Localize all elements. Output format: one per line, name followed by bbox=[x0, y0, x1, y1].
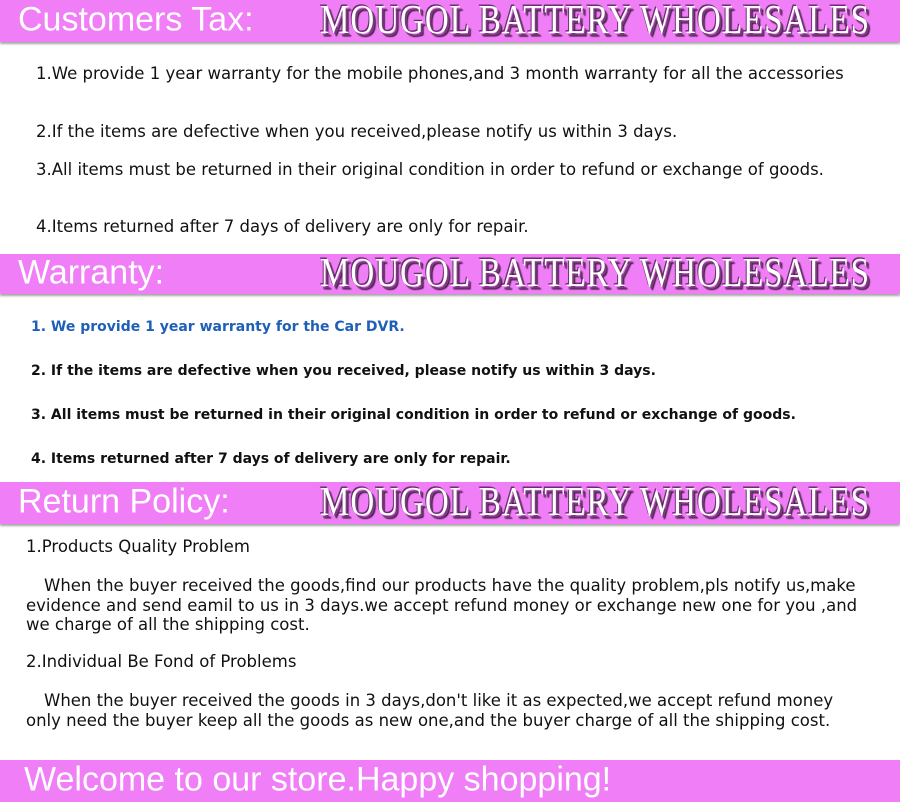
section-title: Customers Tax: bbox=[18, 0, 254, 39]
list-item: 1. We provide 1 year warranty for the Car DVR. bbox=[31, 319, 405, 335]
list-item: 2. If the items are defective when you received, please notify us within 3 days. bbox=[31, 363, 656, 379]
list-item: When the buyer received the goods in 3 days,don't like it as expected,we accept refund money only need the buyer keep all the goods as new one,and the buyer charge of all the shipping cost. bbox=[26, 691, 834, 730]
footer-banner bbox=[0, 760, 900, 802]
customers-tax-section bbox=[0, 42, 900, 254]
banner-warranty bbox=[0, 250, 900, 296]
list-item-heading: 1.Products Quality Problem bbox=[26, 537, 250, 556]
section-title: Warranty: bbox=[18, 253, 165, 292]
brand-logo-text: MOUGOL BATTERY WHOLESALES bbox=[320, 479, 870, 525]
banner-customers-tax bbox=[0, 0, 900, 42]
brand-logo-text: MOUGOL BATTERY WHOLESALES bbox=[320, 250, 870, 296]
list-item: When the buyer received the goods,find our products have the quality problem,pls notify us,make evidence and send eamil to us in 3 days.we accept refund money or exchange new one for you ,and we charge of all the shipping cost. bbox=[26, 576, 858, 634]
footer-text: Welcome to our store.Happy shopping! bbox=[24, 760, 612, 799]
list-item: 4. Items returned after 7 days of delivery are only for repair. bbox=[31, 451, 511, 467]
list-item-heading: 2.Individual Be Fond of Problems bbox=[26, 652, 297, 671]
list-item: 4.Items returned after 7 days of delivery are only for repair. bbox=[36, 217, 529, 236]
section-title: Return Policy: bbox=[18, 482, 230, 521]
banner-return-policy bbox=[0, 479, 900, 525]
brand-logo-text: MOUGOL BATTERY WHOLESALES bbox=[320, 0, 870, 43]
list-item: 3.All items must be returned in their original condition in order to refund or exchange of goods. bbox=[36, 160, 824, 179]
warranty-section bbox=[0, 294, 900, 482]
list-item: 1.We provide 1 year warranty for the mobile phones,and 3 month warranty for all the accessories bbox=[36, 64, 844, 83]
list-item: 3. All items must be returned in their original condition in order to refund or exchange of goods. bbox=[31, 407, 796, 423]
list-item: 2.If the items are defective when you received,please notify us within 3 days. bbox=[36, 122, 678, 141]
return-policy-section bbox=[0, 524, 900, 760]
